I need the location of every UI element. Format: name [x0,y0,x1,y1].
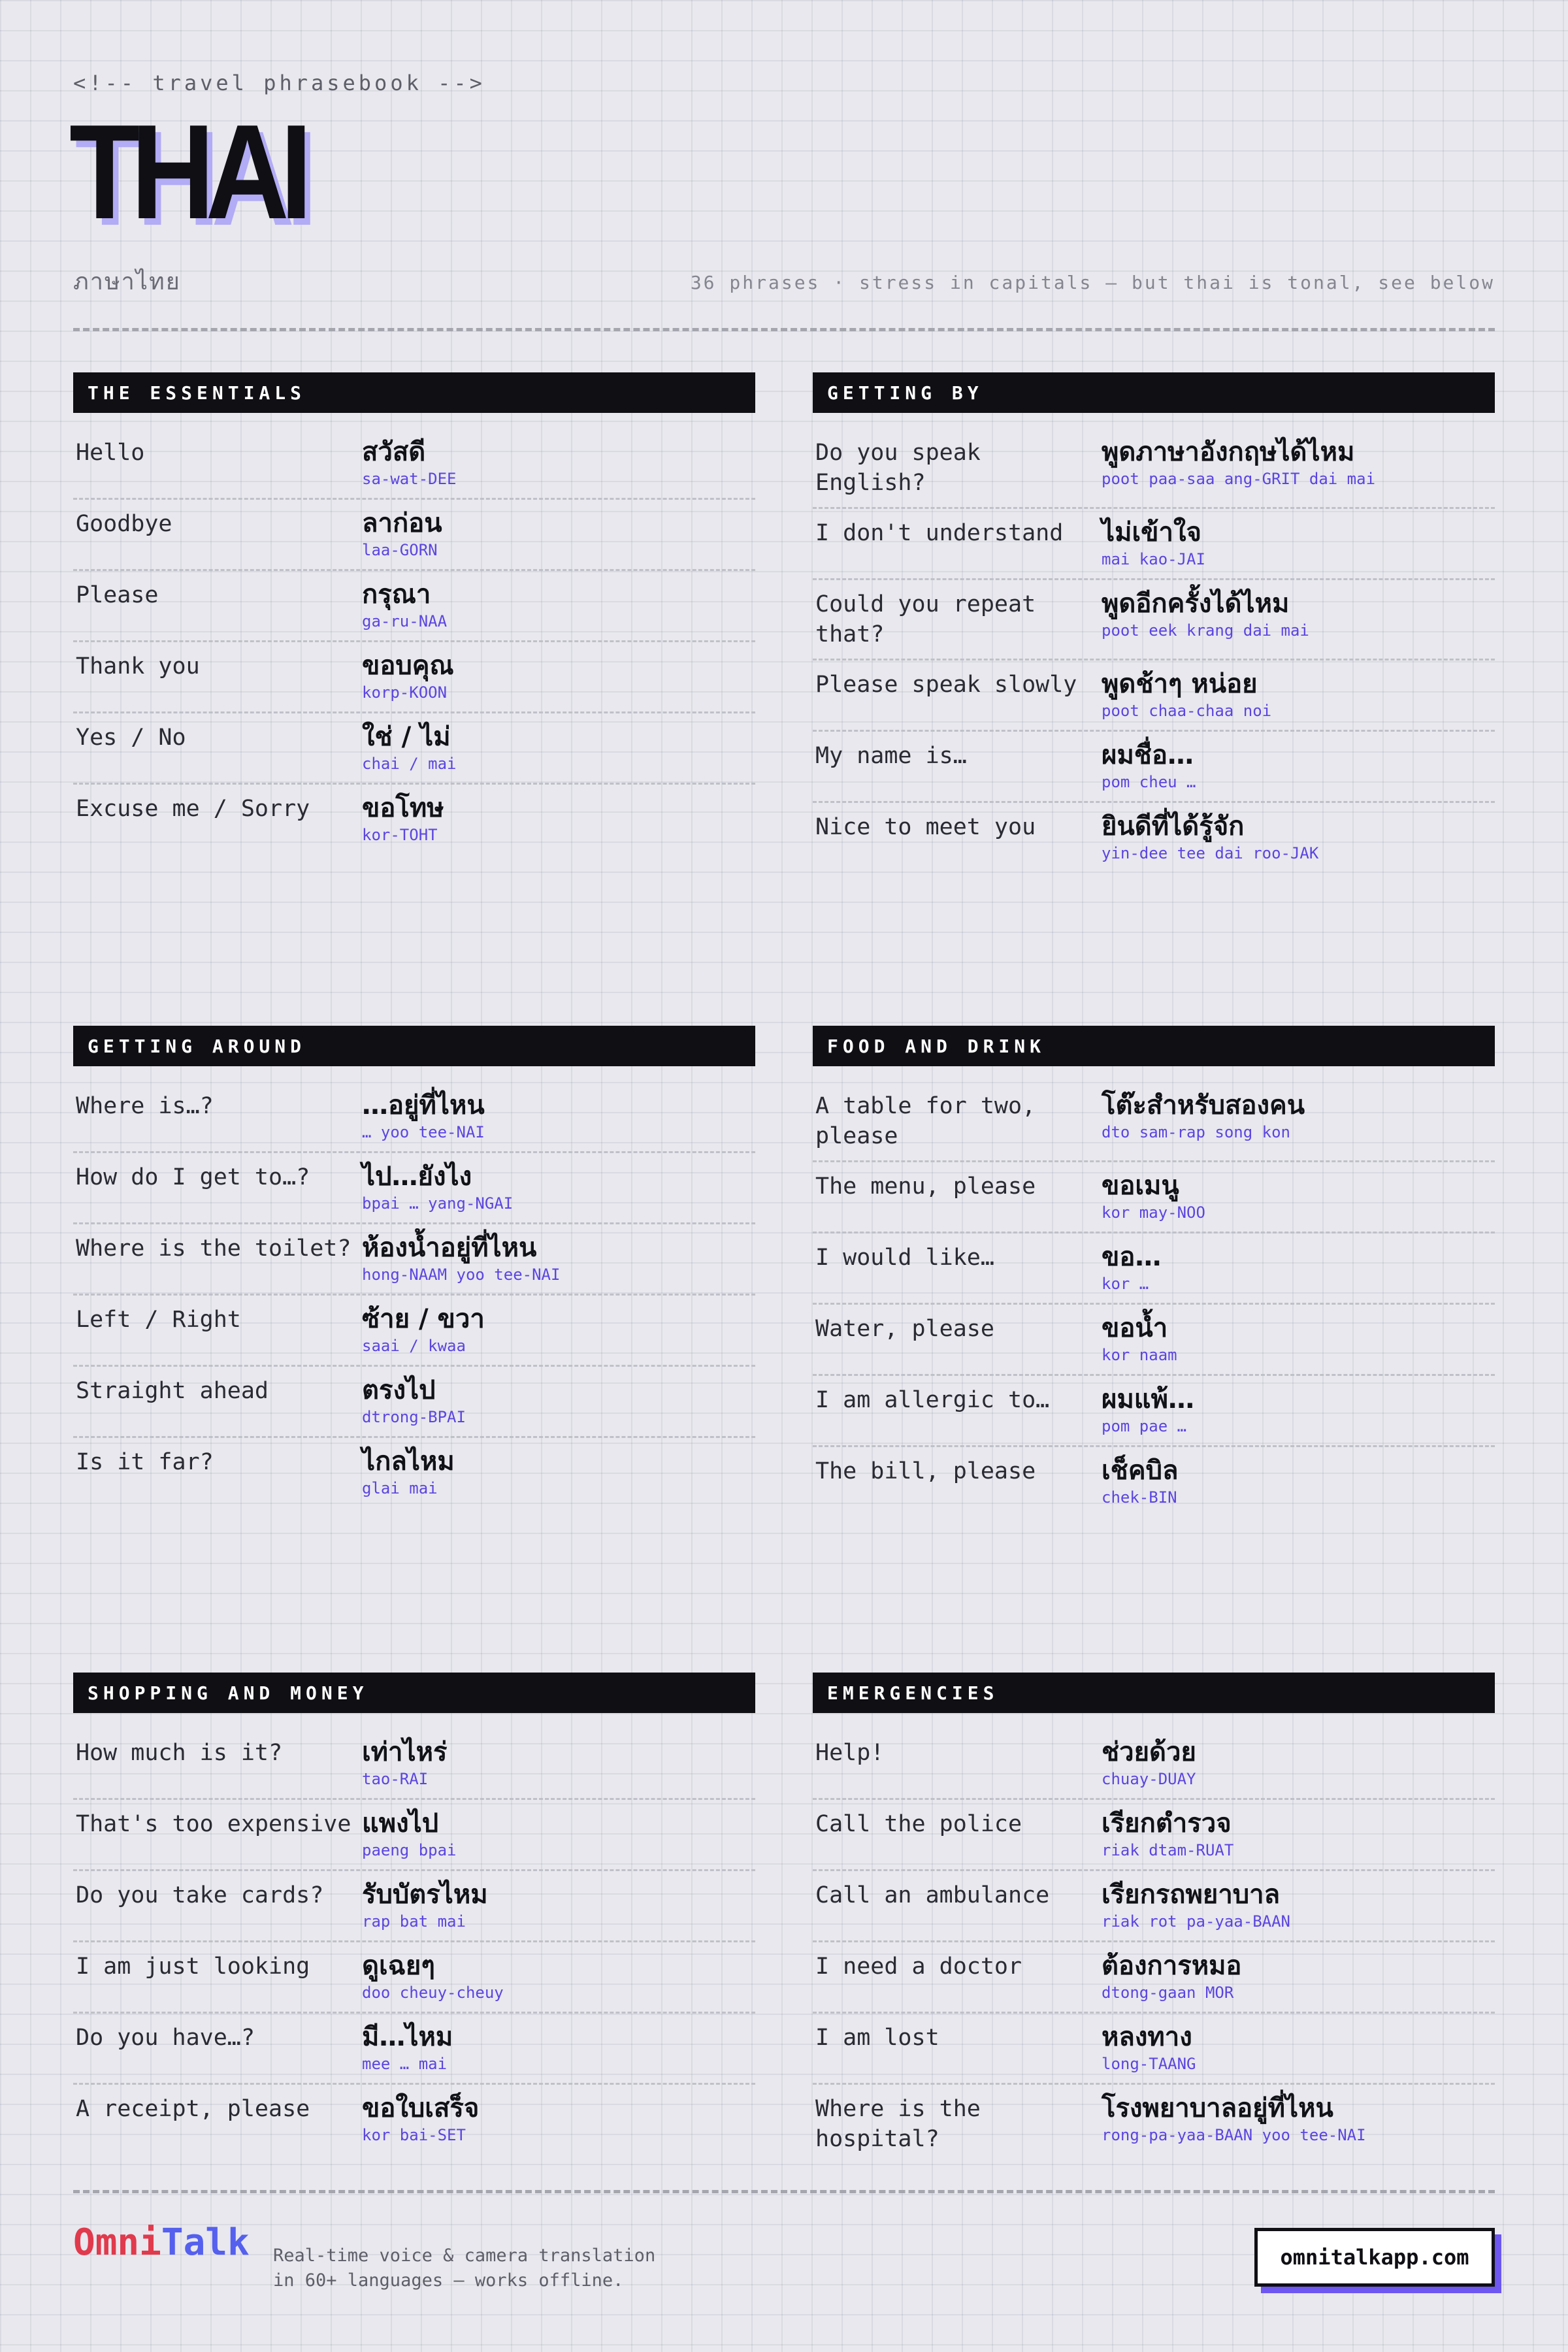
english-phrase: Help! [815,1740,885,1766]
english-phrase: Hello [76,440,145,466]
thai-phrase: ซ้าย / ขวา [362,1304,485,1334]
thai-column [1102,1169,1492,1222]
header-divider [73,328,1495,331]
phrase-row [73,1224,755,1296]
thai-column [362,1735,753,1789]
phrase-row [813,1942,1495,2014]
thai-column [362,720,753,774]
pronunciation: mai kao-JAI [1102,550,1205,568]
english-phrase: Where is the toilet? [76,1235,351,1262]
thai-phrase: ผมชื่อ… [1102,740,1194,770]
thai-phrase: ขอน้ำ [1102,1313,1168,1343]
thai-column [362,1445,753,1498]
phrase-row [73,1800,755,1871]
thai-phrase: ลาก่อน [362,508,442,538]
pronunciation: dtong-gaan MOR [1102,1984,1234,2002]
english-phrase: Nice to meet you [815,814,1036,840]
phrase-row [73,500,755,571]
page-title: THAI [69,97,304,247]
thai-column [362,1806,753,1860]
phrase-row [73,1871,755,1942]
thai-phrase: ยินดีที่ได้รู้จัก [1102,811,1245,841]
english-phrase: How much is it? [76,1740,283,1766]
pronunciation: kor naam [1102,1346,1177,1364]
thai-column [362,2020,753,2074]
phrase-list [813,1082,1495,1516]
thai-column [1102,435,1492,498]
thai-phrase: โรงพยาบาลอยู่ที่ไหน [1102,2093,1333,2123]
section-heading: SHOPPING AND MONEY [73,1673,755,1713]
phrase-row [73,713,755,785]
pronunciation: pom cheu … [1102,773,1196,791]
section-heading: GETTING BY [813,372,1495,413]
english-phrase: Goodbye [76,511,172,537]
thai-column [362,506,753,560]
english-phrase: Is it far? [76,1449,214,1475]
phrase-list [813,429,1495,872]
phrase-list [73,429,755,854]
thai-phrase: รับบัตรไหม [362,1880,488,1910]
phrase-row [73,1942,755,2014]
thai-column [362,435,753,489]
pronunciation: sa-wat-DEE [362,470,457,488]
english-phrase: A table for two, please [815,1093,1036,1149]
phrase-row [73,1153,755,1224]
phrase-list [73,1729,755,2154]
thai-phrase: ขอเมนู [1102,1171,1179,1201]
pronunciation: poot paa-saa ang-GRIT dai mai [1102,470,1376,488]
english-phrase: A receipt, please [76,2096,310,2122]
logo-omni: Omni [73,2221,161,2264]
phrase-row [813,1376,1495,1447]
thai-phrase: ขอใบเสร็จ [362,2093,480,2123]
english-phrase: I am just looking [76,1953,310,1980]
phrase-row [813,580,1495,661]
pronunciation: glai mai [362,1479,438,1497]
english-phrase: Yes / No [76,725,186,751]
section-emergencies [813,1673,1495,2163]
thai-column [362,1878,753,1931]
phrase-row [813,803,1495,872]
phrase-row [813,661,1495,732]
english-phrase: Call the police [815,1811,1022,1837]
phrase-row [813,509,1495,580]
phrase-row [813,1082,1495,1162]
thai-phrase: เรียกรถพยาบาล [1102,1880,1281,1910]
thai-column [1102,667,1492,721]
tagline-line-2: in 60+ languages — works offline. [273,2270,624,2291]
pronunciation: tao-RAI [362,1770,429,1788]
pronunciation: pom pae … [1102,1417,1187,1435]
pronunciation: dtrong-BPAI [362,1408,466,1426]
thai-column [1102,1088,1492,1151]
pronunciation: long-TAANG [1102,2055,1196,2073]
phrase-row [73,1438,755,1507]
thai-column [1102,1806,1492,1860]
section-getting-around [73,1026,755,1507]
pronunciation: chek-BIN [1102,1488,1177,1507]
phrase-row [73,785,755,854]
thai-phrase: มี…ไหม [362,2022,453,2052]
phrase-list [73,1082,755,1507]
thai-column [362,1088,753,1142]
thai-column [362,791,753,845]
thai-column [1102,809,1492,863]
pronunciation: poot eek krang dai mai [1102,621,1309,640]
english-phrase: Thank you [76,653,200,679]
english-phrase: Please speak slowly [815,672,1077,698]
section-shopping-and-money [73,1673,755,2154]
english-phrase: I need a doctor [815,1953,1022,1980]
phrase-list [813,1729,1495,2163]
thai-phrase: เท่าไหร่ [362,1737,448,1767]
section-getting-by [813,372,1495,872]
phrase-row [813,1800,1495,1871]
thai-column [362,649,753,702]
phrase-row [73,571,755,642]
pronunciation: chuay-DUAY [1102,1770,1196,1788]
english-phrase: I am allergic to… [815,1387,1050,1413]
pronunciation: kor bai-SET [362,2126,466,2144]
footer-divider [73,2190,1495,2193]
thai-column [362,1231,753,1284]
pronunciation: yin-dee tee dai roo-JAK [1102,844,1319,862]
section-the-essentials [73,372,755,854]
thai-column [1102,1878,1492,1931]
english-phrase: Call an ambulance [815,1882,1050,1908]
pronunciation: kor-TOHT [362,826,438,844]
thai-column [362,1160,753,1213]
thai-column [1102,1240,1492,1294]
pronunciation: rong-pa-yaa-BAAN yoo tee-NAI [1102,2126,1366,2144]
thai-phrase: เช็คบิล [1102,1456,1179,1486]
pronunciation: poot chaa-chaa noi [1102,702,1272,720]
english-phrase: My name is… [815,743,967,769]
english-phrase: The menu, please [815,1173,1036,1200]
phrase-row [73,2085,755,2154]
english-phrase: Do you take cards? [76,1882,324,1908]
pronunciation: kor may-NOO [1102,1203,1205,1222]
thai-phrase: ไม่เข้าใจ [1102,517,1201,547]
phrase-row [73,2014,755,2085]
english-phrase: How do I get to…? [76,1164,310,1190]
thai-phrase: …อยู่ที่ไหน [362,1090,485,1120]
thai-column [1102,1311,1492,1365]
english-phrase: Water, please [815,1316,994,1342]
english-phrase: Excuse me / Sorry [76,796,310,822]
brand-logo [73,2220,250,2266]
thai-phrase: หลงทาง [1102,2022,1192,2052]
thai-column [362,1949,753,2002]
phrase-row [73,1367,755,1438]
pronunciation: rap bat mai [362,1912,466,1931]
english-phrase: Left / Right [76,1307,241,1333]
website-link-button[interactable]: omnitalkapp.com [1254,2228,1495,2287]
thai-column [1102,2020,1492,2074]
thai-phrase: ขอโทษ [362,793,444,823]
phrase-row [73,429,755,500]
english-phrase: I would like… [815,1245,994,1271]
phrase-row [73,1296,755,1367]
pronunciation: kor … [1102,1275,1149,1293]
thai-phrase: ตรงไป [362,1375,436,1405]
pronunciation: riak dtam-RUAT [1102,1841,1234,1859]
thai-phrase: ขอ… [1102,1242,1162,1272]
pronunciation: riak rot pa-yaa-BAAN [1102,1912,1290,1931]
english-phrase: Where is…? [76,1093,214,1119]
pronunciation: ga-ru-NAA [362,612,448,630]
thai-column [362,1302,753,1356]
thai-phrase: เรียกตำรวจ [1102,1808,1232,1838]
phrase-row [813,1871,1495,1942]
native-language-name: ภาษาไทย [73,269,181,295]
thai-phrase: ไป…ยังไง [362,1162,472,1192]
thai-phrase: กรุณา [362,580,431,610]
thai-column [362,2091,753,2145]
phrase-row [813,2014,1495,2085]
thai-phrase: สวัสดี [362,437,426,467]
section-heading: GETTING AROUND [73,1026,755,1066]
pronunciation: laa-GORN [362,541,438,559]
brand-tagline [273,2244,655,2293]
pronunciation: hong-NAAM yoo tee-NAI [362,1266,561,1284]
english-phrase: Please [76,582,159,608]
english-phrase: Straight ahead [76,1378,269,1404]
english-phrase: That's too expensive [76,1811,351,1837]
thai-column [362,1373,753,1427]
thai-phrase: ต้องการหมอ [1102,1951,1242,1981]
thai-column [1102,1949,1492,2002]
english-phrase: Do you speak English? [815,440,981,496]
thai-phrase: ผมแพ้… [1102,1384,1194,1414]
pronunciation: doo cheuy-cheuy [362,1984,504,2002]
phrase-row [73,1082,755,1153]
phrase-row [813,1305,1495,1376]
thai-column [1102,1382,1492,1436]
tagline-line-1: Real-time voice & camera translation [273,2246,656,2266]
phrase-row [813,1233,1495,1305]
phrase-row [813,1162,1495,1233]
thai-phrase: พูดภาษาอังกฤษได้ไหม [1102,437,1355,467]
thai-phrase: ไกลไหม [362,1446,455,1477]
thai-column [1102,1735,1492,1789]
header-comment: <!-- travel phrasebook --> [73,71,485,95]
english-phrase: I am lost [815,2025,939,2051]
thai-phrase: พูดช้าๆ หน่อย [1102,669,1258,699]
phrase-row [73,642,755,713]
english-phrase: Do you have…? [76,2025,255,2051]
section-heading: THE ESSENTIALS [73,372,755,413]
phrase-row [813,732,1495,803]
thai-column [1102,587,1492,649]
thai-column [1102,738,1492,792]
thai-phrase: ดูเฉยๆ [362,1951,435,1981]
section-food-and-drink [813,1026,1495,1516]
thai-phrase: ใช่ / ไม่ [362,722,451,752]
pronunciation: mee … mai [362,2055,448,2073]
pronunciation: dto sam-rap song kon [1102,1123,1290,1141]
pronunciation: … yoo tee-NAI [362,1123,485,1141]
thai-column [1102,2091,1492,2154]
section-heading: FOOD AND DRINK [813,1026,1495,1066]
phrase-row [813,2085,1495,2163]
english-phrase: I don't understand [815,520,1064,546]
thai-phrase: โต๊ะสำหรับสองคน [1102,1090,1305,1120]
phrase-row [73,1729,755,1800]
thai-column [362,578,753,631]
english-phrase: Could you repeat that? [815,591,1036,647]
phrasebook-page [69,0,1495,2352]
thai-column [1102,515,1492,569]
pronunciation: paeng bpai [362,1841,457,1859]
phrase-count-note: 36 phrases · stress in capitals — but thai is tonal, see below [690,272,1495,293]
phrase-row [813,429,1495,509]
thai-phrase: แพงไป [362,1808,439,1838]
phrase-row [813,1447,1495,1516]
pronunciation: chai / mai [362,755,457,773]
pronunciation: saai / kwaa [362,1337,466,1355]
thai-phrase: ขอบคุณ [362,651,454,681]
thai-phrase: ห้องน้ำอยู่ที่ไหน [362,1233,537,1263]
english-phrase: The bill, please [815,1458,1036,1484]
logo-talk: Talk [161,2221,250,2264]
thai-phrase: พูดอีกครั้งได้ไหม [1102,589,1290,619]
phrase-row [813,1729,1495,1800]
pronunciation: bpai … yang-NGAI [362,1194,514,1213]
thai-column [1102,1454,1492,1507]
thai-phrase: ช่วยด้วย [1102,1737,1196,1767]
section-heading: EMERGENCIES [813,1673,1495,1713]
english-phrase: Where is the hospital? [815,2096,981,2152]
pronunciation: korp-KOON [362,683,448,702]
